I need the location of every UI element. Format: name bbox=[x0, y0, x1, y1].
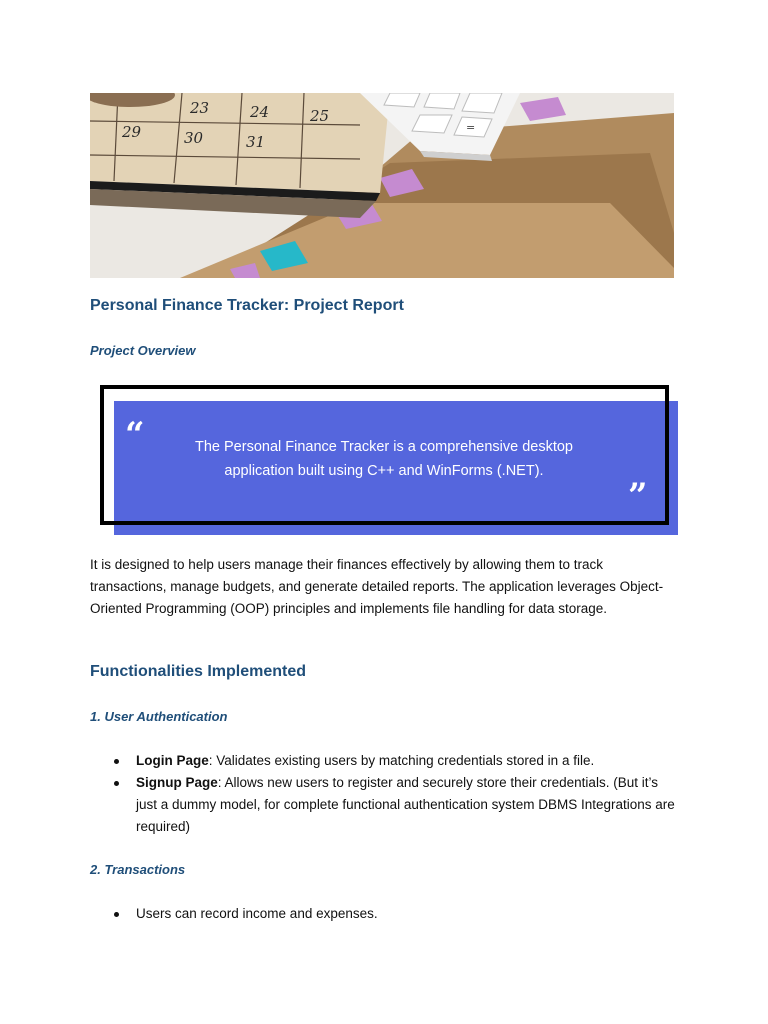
hero-image bbox=[90, 93, 674, 278]
calendar-number: 31 bbox=[246, 133, 266, 151]
list-item-term: Signup Page bbox=[136, 775, 218, 790]
svg-text:=: = bbox=[466, 121, 476, 134]
calendar-number: 30 bbox=[184, 129, 204, 147]
section-heading: 1. User Authentication bbox=[90, 709, 228, 724]
list-item bbox=[110, 772, 680, 838]
hero-illustration bbox=[90, 93, 674, 278]
calendar-number: 24 bbox=[250, 103, 270, 121]
open-quote-icon: “ bbox=[125, 415, 145, 455]
list-item-text: : Validates existing users by matching credentials stored in a file. bbox=[208, 753, 595, 768]
bullet-icon bbox=[114, 759, 119, 764]
intro-paragraph: It is designed to help users manage their finances effectively by allowing them to track transactions, manage budgets, and generate detailed reports. The application leverages Object-Oriented Programming (OOP) principles and implements file handling for data storage. bbox=[90, 557, 664, 616]
functionalities-heading: Functionalities Implemented bbox=[90, 663, 307, 680]
bullet-icon bbox=[114, 781, 119, 786]
bullet-icon bbox=[114, 912, 119, 917]
calendar-number: 29 bbox=[122, 123, 142, 141]
quote-text: The Personal Finance Tracker is a comprehensive desktop application built using C++ and WinForms (.NET). bbox=[195, 439, 573, 479]
auth-list bbox=[110, 750, 680, 838]
list-item bbox=[110, 750, 680, 772]
list-item bbox=[110, 903, 680, 925]
close-quote-icon: ” bbox=[628, 476, 648, 516]
list-item-term: Login Page bbox=[136, 753, 209, 768]
list-item-text: Users can record income and expenses. bbox=[136, 906, 378, 921]
section-heading: 2. Transactions bbox=[90, 862, 186, 877]
document-title: Personal Finance Tracker: Project Report bbox=[90, 297, 404, 314]
project-overview-heading: Project Overview bbox=[90, 343, 196, 358]
transactions-list bbox=[110, 903, 680, 925]
calendar-number: 25 bbox=[310, 107, 330, 125]
calendar-number: 23 bbox=[190, 99, 210, 117]
list-item-text: : Allows new users to register and securely store their credentials. (But it’s just a dummy model, for complete functional authentication system DBMS Integrations are required) bbox=[136, 775, 675, 834]
